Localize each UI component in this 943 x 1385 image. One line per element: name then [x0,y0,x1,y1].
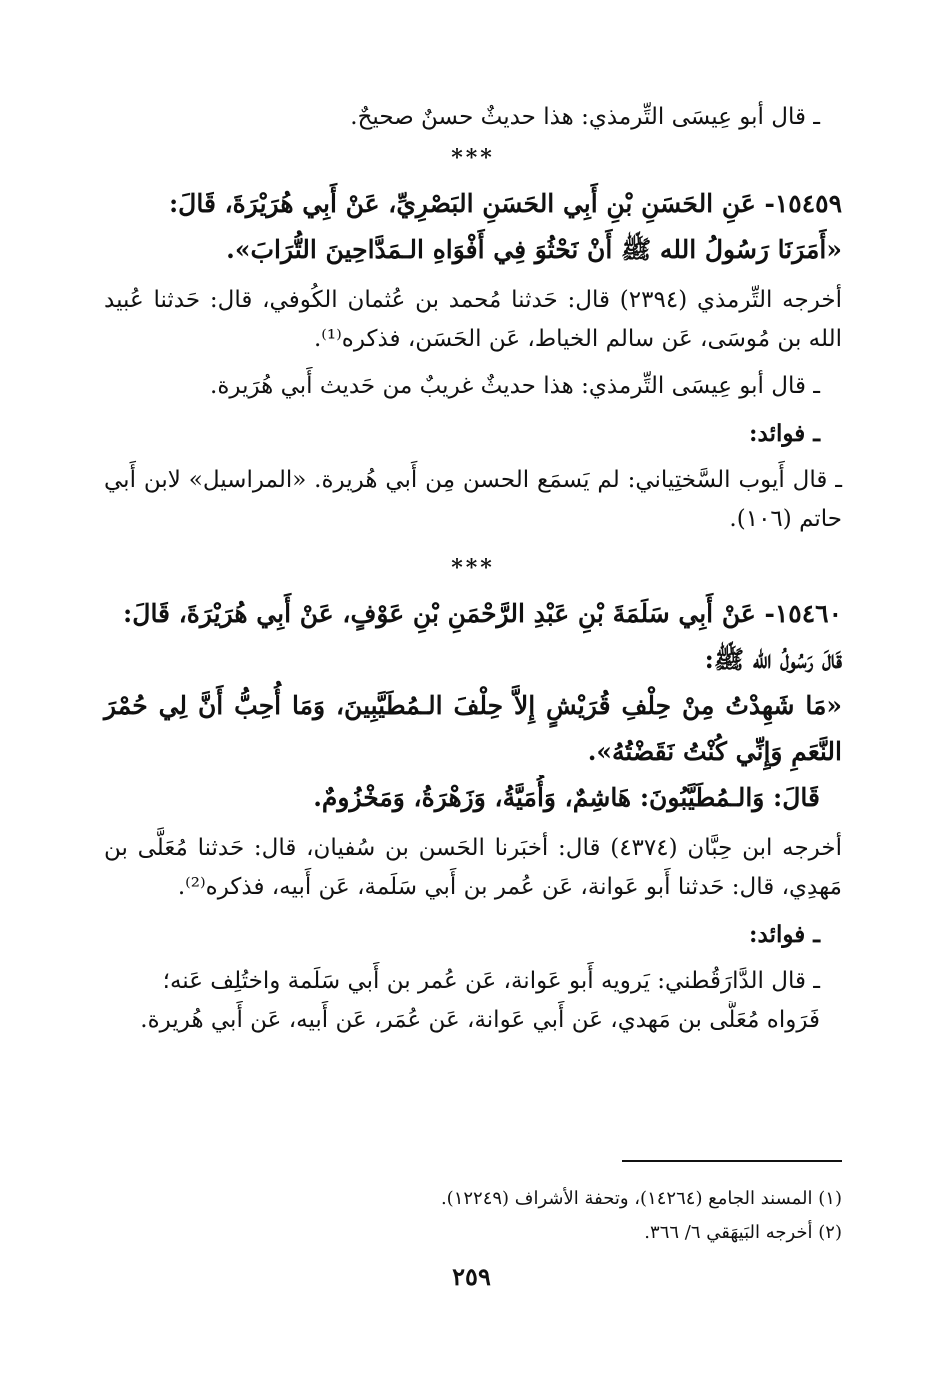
footnote-divider [622,1160,842,1162]
footnote-1: (١) المسند الجامع (١٤٢٦٤)، وتحفة الأشراف (١٢٢٤٩). [440,1188,842,1209]
page-body [104,98,842,1040]
footnote-2: (٢) أخرجه البَيهَقي ٦/ ٣٦٦. [644,1222,842,1243]
fawaid-text-2a: ـ قال الدَّارَقُطني: يَرويه أَبو عَوانة، عَن عُمر بن أَبي سَلَمة واختُلِف عَنه؛ [162,968,820,994]
footnotes [104,1160,842,1250]
fawaid-text-2b: فَرَواه مُعَلَّى بن مَهدي، عَن أَبي عَوانة، عَن عُمَر، عَن أَبيه، عَن أَبي هُريرة. [140,1007,820,1033]
hadith-15459-text: «أَمَرَنَا رَسُولُ الله ﷺ أَنْ نَحْثُوَ فِي أَفْوَاهِ الـمَدَّاحِينَ التُّرَابَ». [226,235,842,264]
takhrij-15459: أخرجه التِّرمذي (٢٣٩٤) قال: حَدثنا مُحمد بن عُثمان الكُوفي، قال: حَدثنا عُبيد الله بن مُوسَى، عَن سالم الخياط، عَن الحَسَن، فذكره⁽¹⁾. [104,287,842,352]
tirmidhi-verdict-1: ـ قال أبو عِيسَى التِّرمذي: هذا حديثٌ حسنٌ صحيحٌ. [350,104,820,130]
page-number: ٢٥٩ [452,1262,491,1291]
section-separator-2: *** [451,555,495,581]
fawaid-heading-1: ـ فوائد: [749,420,820,447]
hadith-15460-text: «مَا شَهِدْتُ مِنْ حِلْفِ قُرَيْشٍ إِلاَّ حِلْفَ الـمُطَيَّبِينَ، وَمَا أُحِبُّ أَنَّ لِي حُمْرَ النَّعَمِ وَإِنِّي كُنْتُ نَقَضْتُهُ». [104,691,842,766]
hadith-15460-heading: ١٥٤٦٠- عَنْ أَبِي سَلَمَةَ بْنِ عَبْدِ الرَّحْمَنِ بْنِ عَوْفٍ، عَنْ أَبِي هُرَيْرَةَ، قَالَ: [123,599,842,628]
tirmidhi-verdict-2: ـ قال أبو عِيسَى التِّرمذي: هذا حديثٌ غريبٌ من حَديث أَبي هُرَيرة. [210,373,820,399]
fawaid-text-1: ـ قال أَيوب السَّختِياني: لم يَسمَع الحسن مِن أَبي هُريرة. «المراسيل» لابن أَبي حاتم (١٠٦). [104,467,842,532]
hadith-15459-heading: ١٥٤٥٩- عَنِ الحَسَنِ بْنِ أَبِي الحَسَنِ البَصْرِيِّ، عَنْ أَبِي هُرَيْرَةَ، قَالَ: [168,189,842,218]
fawaid-heading-2: ـ فوائد: [749,921,820,948]
hadith-15460-explanation: قَالَ: وَالـمُطَيَّبُونَ: هَاشِمٌ، وَأُمَيَّةُ، وَزَهْرَةُ، وَمَخْزُومٌ. [313,783,820,812]
section-separator-1: *** [451,145,495,171]
hadith-15460-intro: قَالَ رَسُولُ الله ﷺ: [704,645,842,674]
takhrij-15460: أخرجه ابن حِبَّان (٤٣٧٤) قال: أخبَرنا الحَسن بن سُفيان، قال: حَدثنا مُعَلَّى بن مَهدِي، قال: حَدثنا أَبو عَوانة، عَن عُمر بن أَبي سَلَمة، عَن أَبيه، فذكره⁽²⁾. [104,835,842,900]
